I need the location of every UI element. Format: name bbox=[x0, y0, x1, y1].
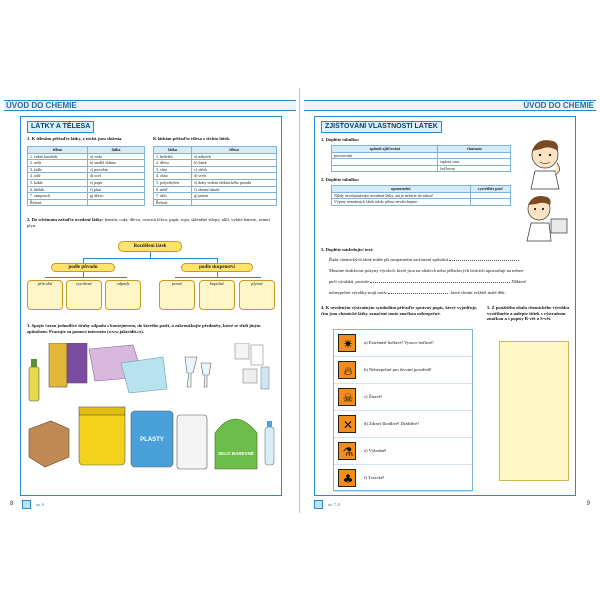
bin-label-sklo: SKLO BAREVNÉ bbox=[218, 451, 254, 456]
diagram-connector bbox=[83, 272, 84, 277]
label-paste-area[interactable] bbox=[499, 341, 569, 481]
diagram-leaf-prirodni: přírodní bbox=[27, 280, 63, 310]
hazard-row bbox=[334, 438, 472, 465]
table-cell: 1. zubní kartáček bbox=[28, 153, 88, 160]
diagram-leaf-vyrobene: vyrobené bbox=[66, 280, 102, 310]
question-1a: 1. K tělesům přiřaďte látky, z nichž jsou složena. bbox=[27, 136, 123, 141]
table-row bbox=[154, 193, 277, 200]
table-cell: e) papír bbox=[88, 179, 145, 186]
page-icon-right bbox=[314, 500, 323, 509]
table-cell: 6. měď bbox=[154, 186, 192, 193]
table-row bbox=[154, 173, 277, 180]
question-4: 4. K uvedeným výstražným symbolům přiřaďte správný popis, který vyjadřuje, čím jsou chemické látky označené touto značkou nebezpečné. bbox=[321, 305, 478, 316]
table-header: těleso bbox=[28, 147, 88, 154]
table-cell: 3. vlna bbox=[154, 166, 192, 173]
diagram-root: Rozdělení látek bbox=[118, 241, 182, 252]
page-number-left: 8 bbox=[10, 501, 14, 507]
table-cell: 2. sešit bbox=[28, 160, 88, 167]
table-row bbox=[28, 186, 145, 193]
blank-line[interactable] bbox=[370, 282, 510, 283]
hazard-description: d) Zdraví škodlivé! Dráždivé! bbox=[364, 421, 419, 426]
boy-box-illustration bbox=[519, 193, 573, 243]
table-cell[interactable] bbox=[88, 199, 145, 206]
table-cell: d) ocel bbox=[88, 173, 145, 180]
question-3: 3. Spojte čarou jednotlivé druhy odpadu s kontejnerem, do kterého patří, a zakroužkujte předměty, které se třídí jiným způsobem. Pracujte za pomoci internetu (www.jaktridit.cz). bbox=[27, 323, 261, 334]
table-cell: d) svetr bbox=[192, 173, 277, 180]
table-zpusob-vlastnost bbox=[331, 145, 511, 172]
environment-icon: ♣ bbox=[338, 469, 356, 487]
table-header: vysvětlete proč bbox=[470, 186, 510, 193]
diagram-leaf-odpady: odpady bbox=[105, 280, 141, 310]
table-row bbox=[332, 165, 511, 172]
table-header: těleso bbox=[192, 147, 277, 154]
table-cell[interactable] bbox=[470, 199, 510, 206]
table-header: upozornění bbox=[332, 186, 471, 193]
question-3-right: 3. Doplňte následující text: bbox=[321, 247, 374, 252]
table-row bbox=[332, 159, 511, 166]
page-reference-left: str. 6 bbox=[36, 502, 44, 507]
table-cell: 1. hedvábí bbox=[154, 153, 192, 160]
hazard-row bbox=[334, 411, 472, 438]
table-cell: 7. rampouch bbox=[28, 193, 88, 200]
table-row bbox=[332, 152, 511, 159]
table-row bbox=[332, 192, 511, 199]
diagram-connector bbox=[83, 258, 217, 259]
table-cell: c) sáček bbox=[192, 166, 277, 173]
fill-text-line-2: Musíme dodržovat pokyny výrobců, které jsou na obalech nebo příbalových letácích upozorňují na nebez- bbox=[329, 268, 525, 273]
table-header: látka bbox=[88, 147, 145, 154]
question-5: 5. Z použitého obalu chemického výrobku vystřihněte a nalepte štítek s výstražnou značkou a s popisy R-vět a S-vět. bbox=[487, 305, 570, 322]
question-2-right: 2. Doplňte tabulku: bbox=[321, 177, 360, 182]
table-row bbox=[28, 193, 145, 200]
table-cell: f) okenní tabule bbox=[192, 186, 277, 193]
hazard-row bbox=[334, 384, 472, 411]
explosion-icon: ✷ bbox=[338, 334, 356, 352]
table-cell: 3. židle bbox=[28, 166, 88, 173]
waste-illustration bbox=[25, 343, 279, 493]
page-number-right: 9 bbox=[586, 501, 590, 507]
table-cell: 5. kabát bbox=[28, 179, 88, 186]
table-row bbox=[154, 199, 277, 206]
table-cell: c) porcelán bbox=[88, 166, 145, 173]
question-1b: K látkám přiřaďte tělesa z těchto látek. bbox=[153, 136, 231, 141]
table-row bbox=[28, 199, 145, 206]
table-cell: 2. dřevo bbox=[154, 160, 192, 167]
diagram-connector bbox=[45, 277, 127, 278]
table-cell: Řešení: bbox=[154, 199, 192, 206]
panel-latky-telesa bbox=[20, 116, 282, 496]
table-row bbox=[28, 153, 145, 160]
hazard-description: c) Žíravé! bbox=[364, 394, 383, 399]
table-row bbox=[28, 179, 145, 186]
table-row bbox=[154, 186, 277, 193]
fill-text-line-3: pečí výrobků, protože Některé bbox=[329, 279, 527, 284]
corrosion-icon: ⚗ bbox=[338, 442, 356, 460]
table-cell: g) prsten bbox=[192, 193, 277, 200]
table-cell: Výpary neznámých látek nikdy přímo nevdechujme. bbox=[332, 199, 471, 206]
fill-text-line-4: nebezpečné výrobky mají navíc , které chrání zvláště malé děti. bbox=[329, 290, 506, 295]
chapter-bar-right bbox=[304, 100, 596, 111]
table-cell: b) šátek bbox=[192, 160, 277, 167]
table-cell[interactable] bbox=[332, 159, 438, 166]
chapter-title-right: ÚVOD DO CHEMIE bbox=[523, 101, 594, 110]
diagram-leaf-plynne: plynné bbox=[239, 280, 275, 310]
hazard-description: f) Toxické! bbox=[364, 475, 385, 480]
diagram-leaf-pevne: pevné bbox=[159, 280, 195, 310]
table-latky-telesa bbox=[153, 146, 277, 206]
table-row bbox=[154, 179, 277, 186]
diagram-group-puvod: podle původu bbox=[51, 263, 115, 272]
table-cell: 7. sklo bbox=[154, 193, 192, 200]
page-reference-right: str. 7–8 bbox=[328, 502, 340, 507]
table-cell: Řešení: bbox=[28, 199, 88, 206]
hazard-list bbox=[333, 329, 473, 491]
table-cell: hořlavost bbox=[438, 165, 511, 172]
flame-icon: 🔥︎ bbox=[338, 361, 356, 379]
table-cell[interactable] bbox=[470, 192, 510, 199]
question-2: 2. Do schématu zařaďte uvedené látky: benzín, cukr, dřevo, ovocná šťáva, papír, ropa, skleněné střepy, uhlí, vybitá baterie, zemní plyn. bbox=[27, 217, 270, 228]
diagram-connector bbox=[175, 277, 261, 278]
table-row bbox=[154, 166, 277, 173]
table-row bbox=[28, 166, 145, 173]
table-cell: a) voda bbox=[88, 153, 145, 160]
table-row bbox=[154, 153, 277, 160]
question-1-right: 1. Doplňte tabulku: bbox=[321, 137, 360, 142]
table-row bbox=[28, 160, 145, 167]
table-cell: 4. zlato bbox=[154, 173, 192, 180]
panel-title-left: LÁTKY A TĚLESA bbox=[27, 121, 94, 133]
cross-icon: ✕ bbox=[338, 415, 356, 433]
table-header: způsob zjišťování bbox=[332, 146, 438, 153]
table-cell: 5. polyethylen bbox=[154, 179, 192, 186]
diagram-leaf-kapalne: kapalné bbox=[199, 280, 235, 310]
hazard-row bbox=[334, 465, 472, 492]
table-cell: Nikdy neochutnávejte neznámé látky, ani je neberte do rukou! bbox=[332, 192, 471, 199]
hazard-description: e) Výbušné! bbox=[364, 448, 387, 453]
table-cell: e) dráty vedení elektrického proudu bbox=[192, 179, 277, 186]
textbook-spread bbox=[0, 88, 600, 513]
blank-line[interactable] bbox=[388, 293, 448, 294]
skull-icon: ☠ bbox=[338, 388, 356, 406]
table-cell[interactable] bbox=[332, 165, 438, 172]
diagram-group-skupenstvi: podle skupenství bbox=[181, 263, 253, 272]
table-header: vlastnost bbox=[438, 146, 511, 153]
table-cell: g) dřevo bbox=[88, 193, 145, 200]
table-cell: 4. talíř bbox=[28, 173, 88, 180]
chapter-bar-left bbox=[4, 100, 296, 111]
fill-text-line-1: Řada chemických látek může při neopatrném zacházení způsobit bbox=[329, 257, 573, 263]
left-page bbox=[0, 88, 300, 513]
table-cell: pozorování bbox=[332, 152, 438, 159]
table-cell[interactable] bbox=[192, 199, 277, 206]
hazard-description: b) Nebezpečné pro životní prostředí! bbox=[364, 367, 432, 372]
table-telesa-latky bbox=[27, 146, 145, 206]
table-header: látka bbox=[154, 147, 192, 154]
panel-title-right: ZJIŠŤOVÁNÍ VLASTNOSTÍ LÁTEK bbox=[321, 121, 442, 133]
table-cell: teplota varu bbox=[438, 159, 511, 166]
bin-label-plasty: PLASTY bbox=[140, 437, 164, 443]
diagram-connector bbox=[217, 272, 218, 277]
table-cell[interactable] bbox=[438, 152, 511, 159]
hazard-row bbox=[334, 357, 472, 384]
chapter-title-left: ÚVOD DO CHEMIE bbox=[6, 101, 77, 110]
boy-illustration bbox=[519, 135, 573, 191]
page-icon-left bbox=[22, 500, 31, 509]
table-cell: a) nábytek bbox=[192, 153, 277, 160]
table-upozorneni bbox=[331, 185, 511, 206]
table-cell: f) plast bbox=[88, 186, 145, 193]
blank-line[interactable] bbox=[449, 260, 519, 261]
hazard-description: a) Extrémně hořlavé! Vysoce hořlavé! bbox=[364, 340, 434, 345]
hazard-row bbox=[334, 330, 472, 357]
panel-zjistovani-vlastnosti bbox=[314, 116, 576, 496]
table-cell: b) umělá vlákna bbox=[88, 160, 145, 167]
table-row bbox=[154, 160, 277, 167]
table-cell: 6. hřebík bbox=[28, 186, 88, 193]
right-page bbox=[300, 88, 600, 513]
table-row bbox=[332, 199, 511, 206]
table-row bbox=[28, 173, 145, 180]
